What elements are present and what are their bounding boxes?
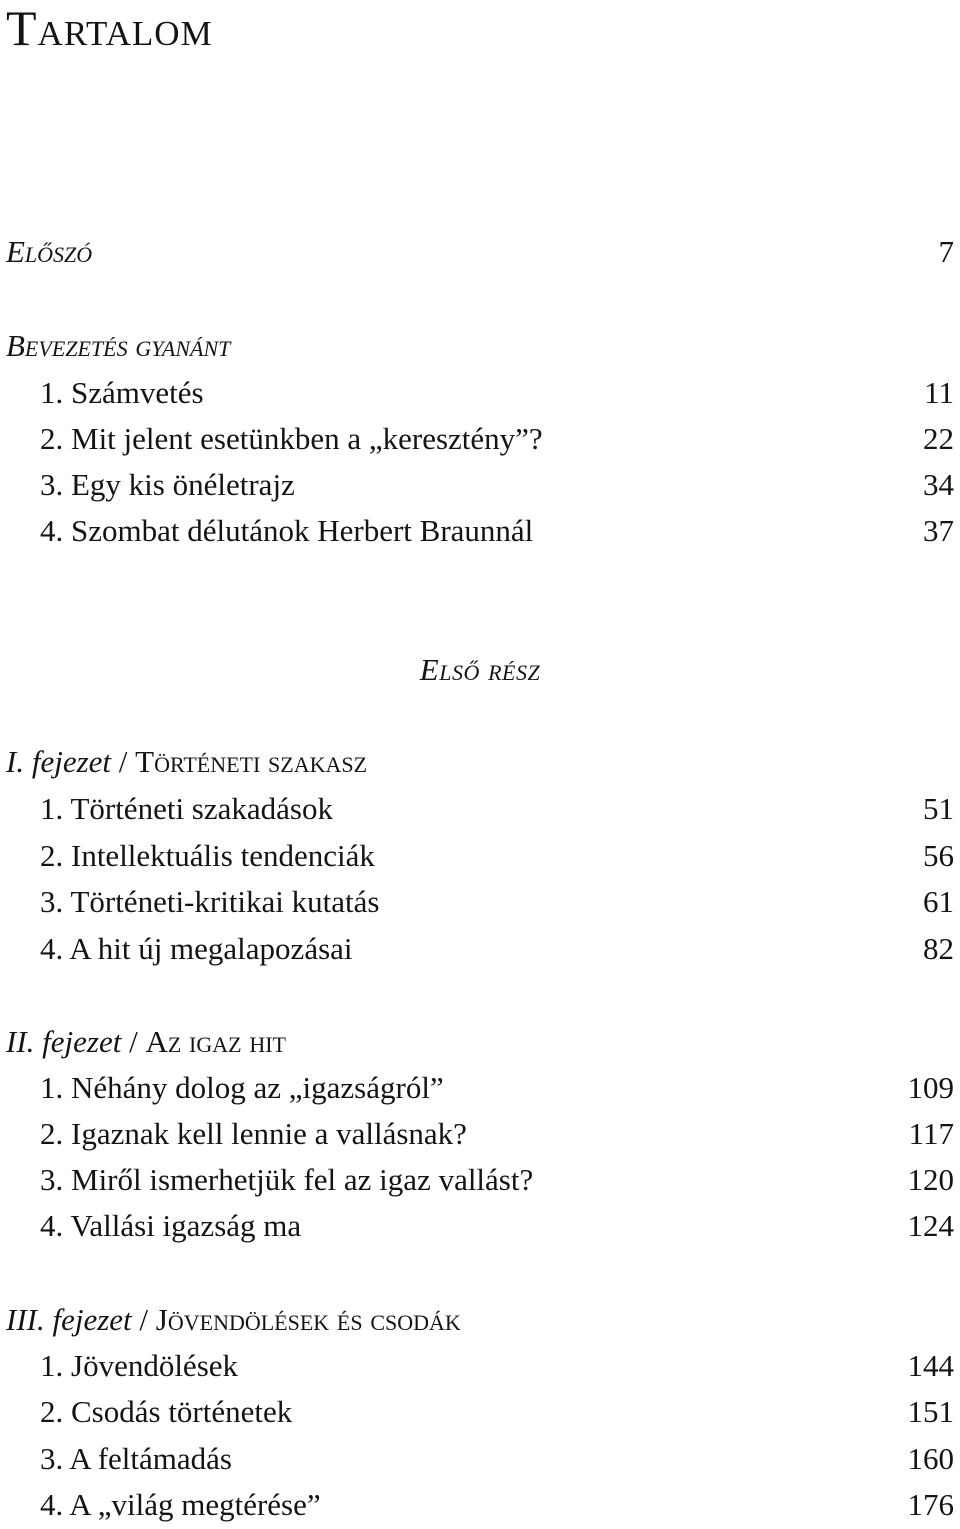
entry-label: 1. Számvetés: [40, 375, 204, 410]
entry-label: 4. A hit új megalapozásai: [40, 931, 353, 966]
entry-page: 109: [907, 1070, 954, 1105]
chapter-label: [6, 1300, 461, 1340]
chapter-title: Az igaz hit: [145, 1024, 286, 1059]
entry-label: 4. Szombat délutánok Herbert Braunnál: [40, 513, 534, 548]
entry-label: 3. Történeti-kritikai kutatás: [40, 884, 380, 919]
toc-entry[interactable]: [0, 1206, 954, 1246]
section-label: Bevezetés gyanánt: [6, 328, 231, 363]
entry-page: 144: [907, 1348, 954, 1383]
entry-page: 51: [923, 791, 954, 826]
entry-label: 3. Miről ismerhetjük fel az igaz vallást?: [40, 1162, 534, 1197]
part-heading: Első rész: [419, 652, 541, 687]
entry-label: 3. A feltámadás: [40, 1441, 232, 1476]
toc-entry[interactable]: [0, 1439, 954, 1479]
entry-label: 2. Mit jelent esetünkben a „keresztény”?: [40, 421, 543, 456]
entry-label: Előszó: [6, 234, 93, 269]
section-heading-bevezetes[interactable]: [0, 326, 954, 366]
toc-entry[interactable]: [0, 1160, 954, 1200]
toc-entry[interactable]: [0, 882, 954, 922]
chapter-separator: /: [118, 744, 128, 779]
chapter-number: I.: [6, 744, 25, 779]
page-title: Tartalom: [6, 0, 213, 56]
toc-entry[interactable]: [0, 1114, 954, 1154]
chapter-title: Történeti szakasz: [135, 744, 368, 779]
toc-entry[interactable]: [0, 789, 954, 829]
entry-label: 4. Vallási igazság ma: [40, 1208, 302, 1243]
toc-entry[interactable]: [0, 1485, 954, 1525]
chapter-number: III.: [6, 1302, 45, 1337]
entry-page: 22: [923, 421, 954, 456]
toc-entry[interactable]: [0, 419, 954, 459]
entry-page: 120: [907, 1162, 954, 1197]
entry-label: 4. A „világ megtérése”: [40, 1487, 321, 1522]
chapter-title: Jövendölések és csodák: [155, 1302, 461, 1337]
entry-page: 34: [923, 467, 954, 502]
entry-page: 61: [923, 884, 954, 919]
toc-entry[interactable]: [0, 465, 954, 505]
entry-label: 2. Csodás történetek: [40, 1394, 293, 1429]
chapter-number: II.: [6, 1024, 35, 1059]
chapter-label: [6, 742, 367, 782]
entry-page: 7: [938, 234, 954, 269]
entry-page: 56: [923, 838, 954, 873]
chapter-heading-2[interactable]: [0, 1022, 954, 1062]
entry-page: 82: [923, 931, 954, 966]
entry-page: 176: [907, 1487, 954, 1522]
entry-page: 151: [907, 1394, 954, 1429]
toc-entry-eloszo[interactable]: [0, 232, 954, 272]
chapter-separator: /: [139, 1302, 149, 1337]
chapter-heading-1[interactable]: [0, 742, 954, 782]
chapter-separator: /: [129, 1024, 138, 1059]
entry-page: 37: [923, 513, 954, 548]
toc-entry[interactable]: [0, 1068, 954, 1108]
entry-page: 117: [908, 1116, 954, 1151]
chapter-word: fejezet: [31, 744, 112, 779]
toc-entry[interactable]: [0, 929, 954, 969]
chapter-heading-3[interactable]: [0, 1300, 954, 1340]
chapter-label: [6, 1022, 286, 1062]
toc-entry[interactable]: [0, 1392, 954, 1432]
entry-label: 2. Igaznak kell lennie a vallásnak?: [40, 1116, 467, 1151]
chapter-word: fejezet: [52, 1302, 132, 1337]
entry-page: 160: [907, 1441, 954, 1476]
chapter-word: fejezet: [42, 1024, 122, 1059]
toc-entry[interactable]: [0, 1346, 954, 1386]
entry-label: 1. Jövendölések: [40, 1348, 239, 1383]
entry-page: 11: [924, 375, 954, 410]
entry-page: 124: [907, 1208, 954, 1243]
toc-entry[interactable]: [0, 836, 954, 876]
entry-label: 3. Egy kis önéletrajz: [40, 467, 295, 502]
toc-entry[interactable]: [0, 373, 954, 413]
entry-label: 2. Intellektuális tendenciák: [40, 838, 375, 873]
entry-label: 1. Történeti szakadások: [40, 791, 333, 826]
toc-entry[interactable]: [0, 511, 954, 551]
entry-label: 1. Néhány dolog az „igazságról”: [40, 1070, 444, 1105]
